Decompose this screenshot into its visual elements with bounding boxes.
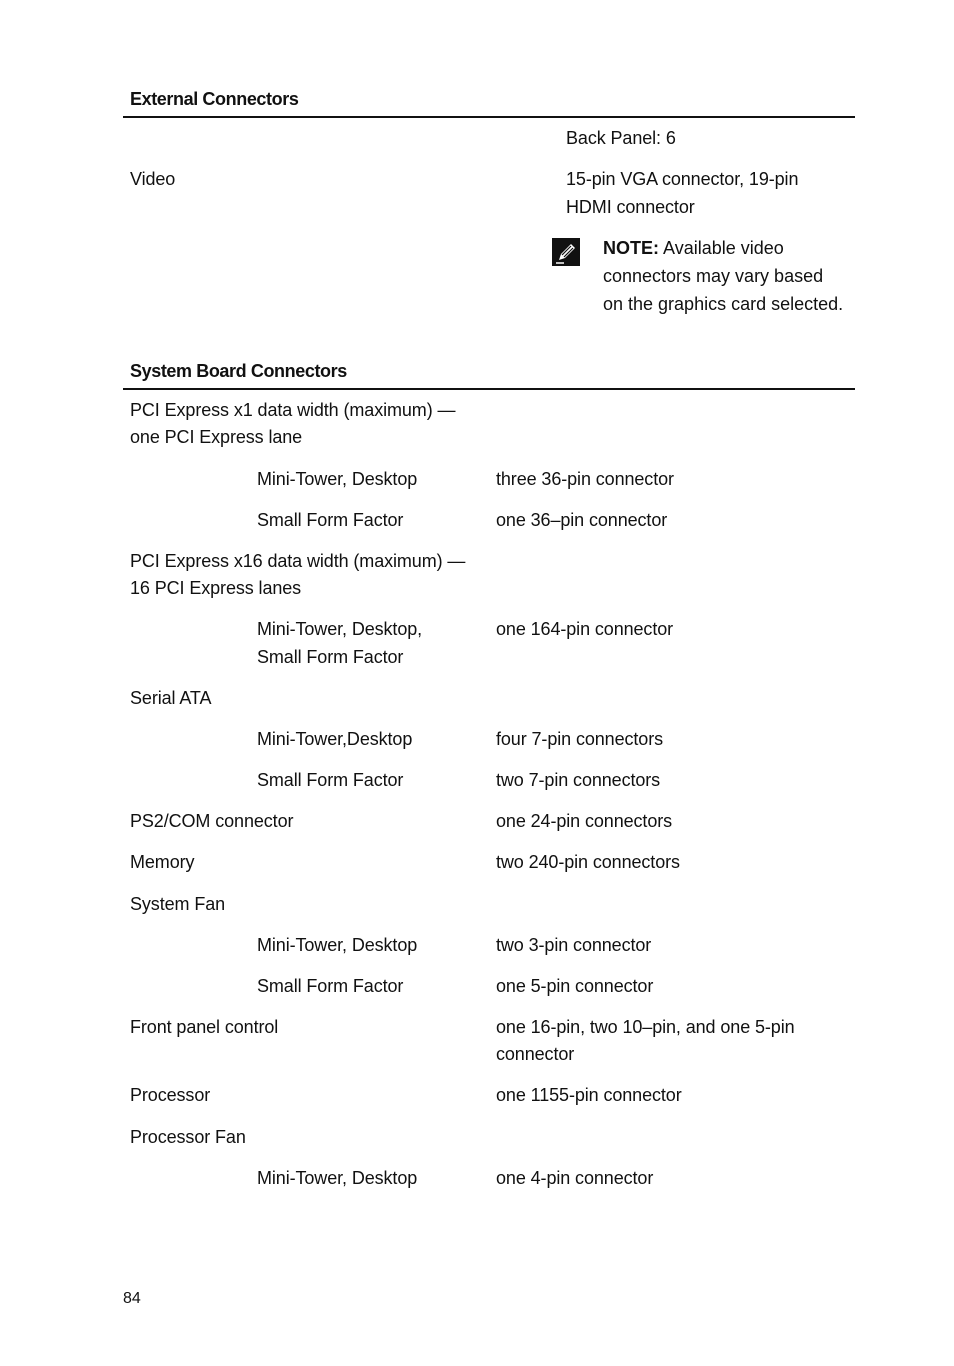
external-heading-rule <box>123 116 855 118</box>
memory-value: two 240-pin connectors <box>496 852 680 872</box>
note-line3: on the graphics card selected. <box>603 294 844 314</box>
system-board-connectors-heading: System Board Connectors <box>130 361 347 381</box>
pcie-x1-sff-value: one 36–pin connector <box>496 510 668 530</box>
processor-value: one 1155-pin connector <box>496 1085 682 1105</box>
front-panel-label: Front panel control <box>130 1017 279 1037</box>
pcie-x1-label-line2: one PCI Express lane <box>130 427 303 447</box>
memory-label: Memory <box>130 852 195 872</box>
system-fan-minitower-value: two 3-pin connector <box>496 935 652 955</box>
pcie-x1-sff-label: Small Form Factor <box>257 510 404 530</box>
pcie-x16-value: one 164-pin connector <box>496 619 674 639</box>
pcie-x1-minitower-label: Mini-Tower, Desktop <box>257 469 418 489</box>
system-fan-minitower-label: Mini-Tower, Desktop <box>257 935 418 955</box>
sata-sff-label: Small Form Factor <box>257 770 404 790</box>
note-text <box>603 234 863 318</box>
pcie-x1-label-line1: PCI Express x1 data width (maximum) — <box>130 400 456 420</box>
sata-minitower-value: four 7-pin connectors <box>496 729 663 749</box>
note-line1: Available video <box>659 238 784 258</box>
sata-label: Serial ATA <box>130 688 212 708</box>
pcie-x16-forms-line2: Small Form Factor <box>257 647 404 667</box>
ps2-com-label: PS2/COM connector <box>130 811 294 831</box>
sata-minitower-label: Mini-Tower,Desktop <box>257 729 413 749</box>
note-pencil-icon <box>552 238 580 266</box>
system-fan-sff-label: Small Form Factor <box>257 976 404 996</box>
external-connectors-heading: External Connectors <box>130 89 299 109</box>
processor-fan-minitower-label: Mini-Tower, Desktop <box>257 1168 418 1188</box>
back-panel-count: Back Panel: 6 <box>566 128 676 148</box>
system-heading-rule <box>123 388 855 390</box>
front-panel-value-line2: connector <box>496 1044 575 1064</box>
sata-sff-value: two 7-pin connectors <box>496 770 661 790</box>
video-value-line1: 15-pin VGA connector, 19-pin <box>566 169 799 189</box>
pcie-x16-forms-line1: Mini-Tower, Desktop, <box>257 619 423 639</box>
page-number: 84 <box>123 1290 141 1307</box>
note-label: NOTE: <box>603 238 659 258</box>
processor-label: Processor <box>130 1085 211 1105</box>
processor-fan-label: Processor Fan <box>130 1127 246 1147</box>
note-line2: connectors may vary based <box>603 266 824 286</box>
processor-fan-minitower-value: one 4-pin connector <box>496 1168 654 1188</box>
system-fan-sff-value: one 5-pin connector <box>496 976 654 996</box>
pcie-x1-minitower-value: three 36-pin connector <box>496 469 674 489</box>
system-fan-label: System Fan <box>130 894 226 914</box>
pcie-x16-label-line2: 16 PCI Express lanes <box>130 578 302 598</box>
ps2-com-value: one 24-pin connectors <box>496 811 673 831</box>
video-label: Video <box>130 169 176 189</box>
video-value-line2: HDMI connector <box>566 197 695 217</box>
front-panel-value-line1: one 16-pin, two 10–pin, and one 5-pin <box>496 1017 795 1037</box>
pcie-x16-label-line1: PCI Express x16 data width (maximum) — <box>130 551 466 571</box>
